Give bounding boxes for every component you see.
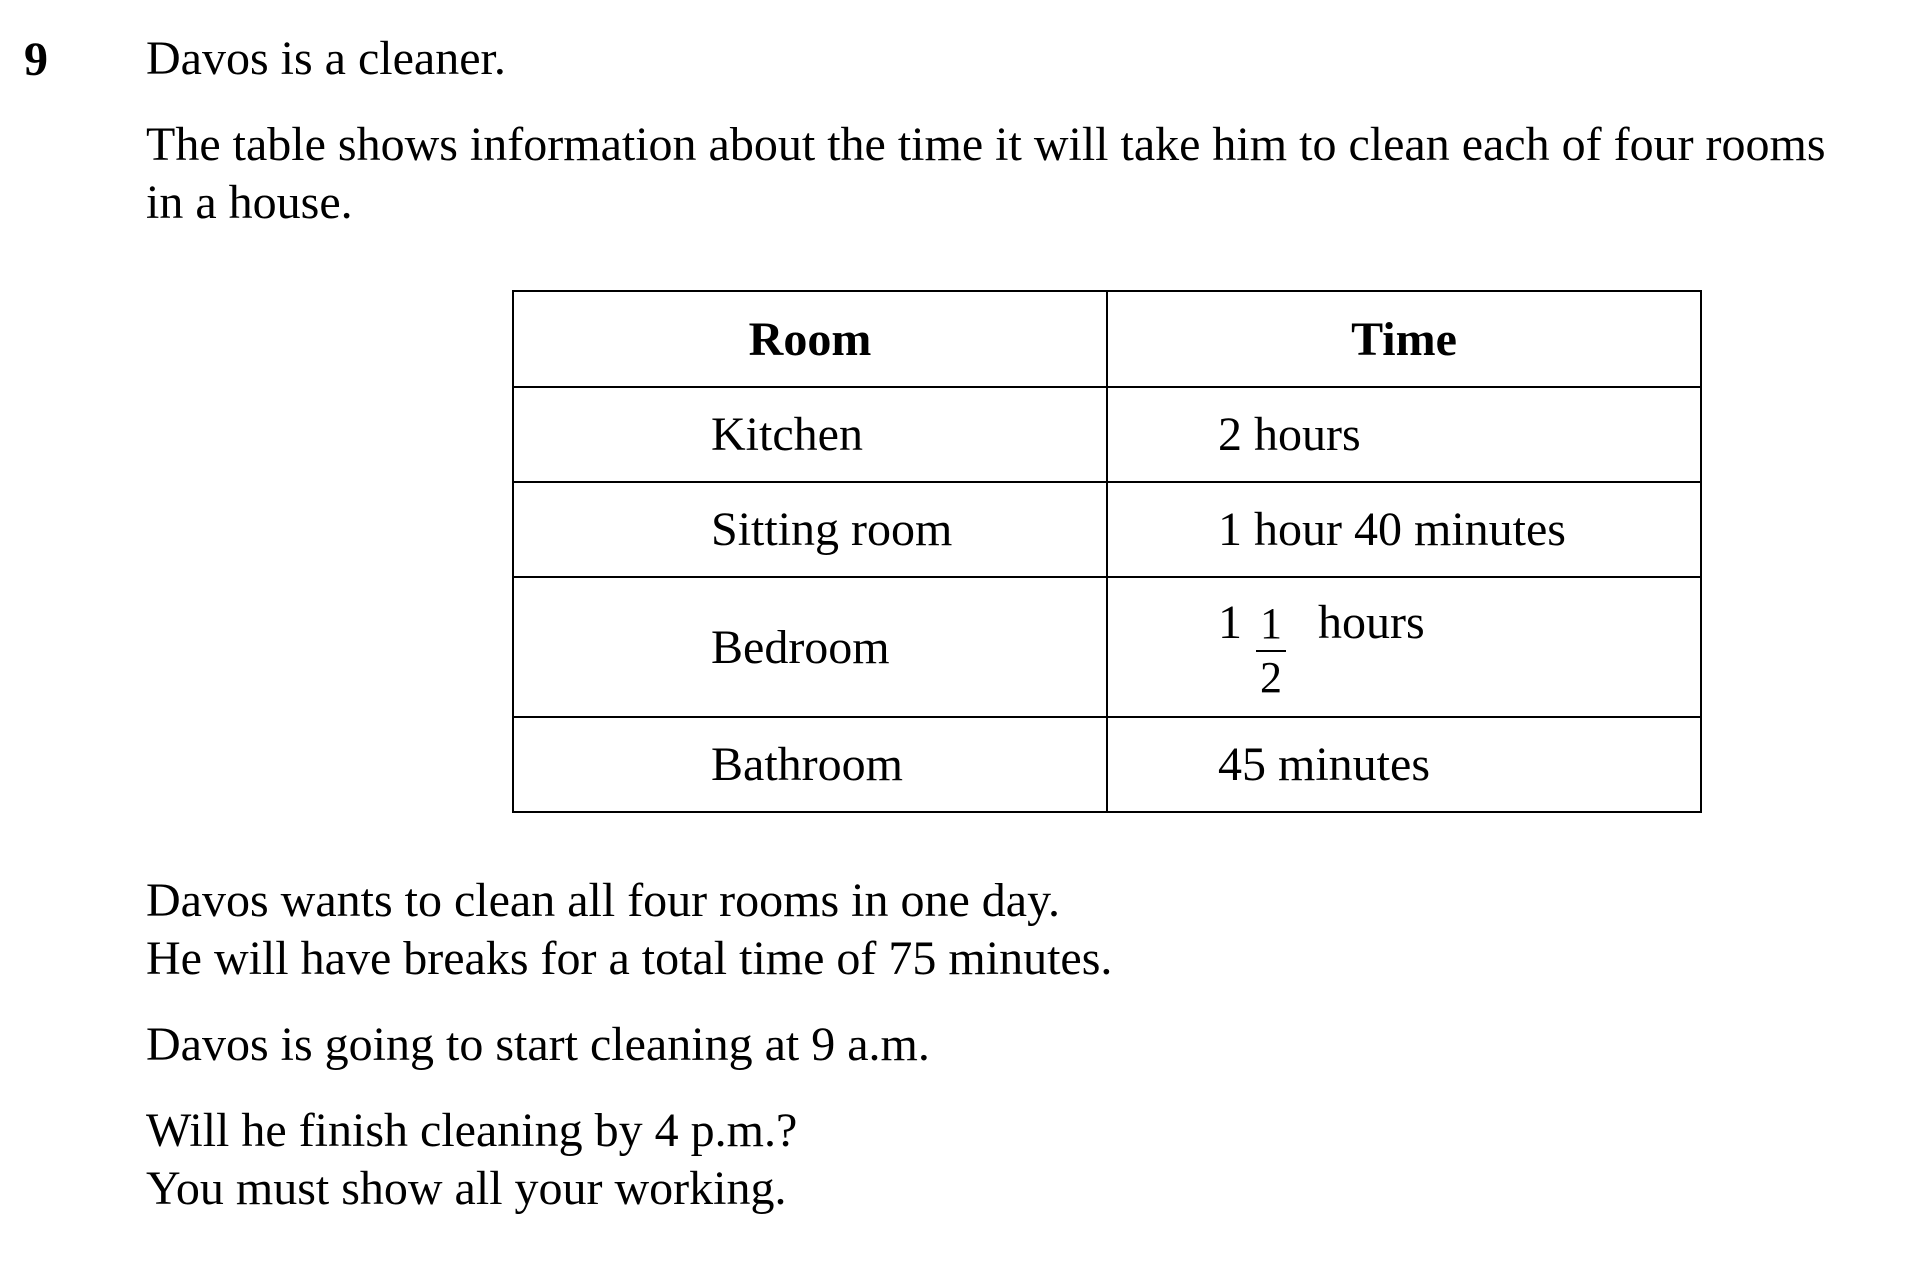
time-cell (1107, 387, 1701, 482)
room-name: Kitchen (711, 408, 863, 461)
table-header-row (513, 291, 1701, 387)
plan-line-2: He will have breaks for a total time of 75 minutes. (146, 932, 1113, 985)
question-number: 9 (24, 33, 48, 86)
table-row (513, 577, 1701, 717)
question-intro (146, 30, 506, 88)
plan-text (146, 872, 1112, 988)
fraction (1256, 598, 1286, 702)
time-unit: hours (1318, 595, 1425, 649)
start-text (146, 1016, 930, 1074)
table-intro-line-1: The table shows information about the time it will take him to clean each of four rooms (146, 118, 1826, 171)
time-value: 45 minutes (1218, 738, 1430, 791)
time-cell (1107, 577, 1701, 717)
time-value: 2 hours (1218, 408, 1361, 461)
cleaning-times-table (512, 290, 1702, 813)
ask-line-1: Will he finish cleaning by 4 p.m.? (146, 1104, 798, 1157)
start-line: Davos is going to start cleaning at 9 a.m. (146, 1018, 930, 1071)
room-cell (513, 577, 1107, 717)
intro-text: Davos is a cleaner. (146, 32, 506, 85)
fraction-numerator: 1 (1256, 602, 1286, 652)
plan-line-1: Davos wants to clean all four rooms in one day. (146, 874, 1060, 927)
time-value: 1 hour 40 minutes (1218, 503, 1566, 556)
room-name: Bathroom (711, 738, 903, 791)
table-row (513, 717, 1701, 812)
table-row (513, 387, 1701, 482)
time-column-header: Time (1107, 291, 1701, 387)
mixed-number-time (1108, 595, 1425, 700)
question-ask (146, 1102, 797, 1218)
time-cell (1107, 482, 1701, 577)
room-name: Sitting room (711, 503, 953, 556)
time-cell (1107, 717, 1701, 812)
table-row (513, 482, 1701, 577)
ask-line-2: You must show all your working. (146, 1162, 787, 1215)
fraction-denominator: 2 (1260, 652, 1282, 702)
table-intro (146, 116, 1826, 232)
room-name: Bedroom (711, 620, 890, 674)
room-cell (513, 387, 1107, 482)
room-cell (513, 717, 1107, 812)
room-column-header: Room (513, 291, 1107, 387)
table-intro-line-2: in a house. (146, 176, 353, 229)
room-cell (513, 482, 1107, 577)
mixed-number-whole: 1 (1218, 595, 1242, 649)
